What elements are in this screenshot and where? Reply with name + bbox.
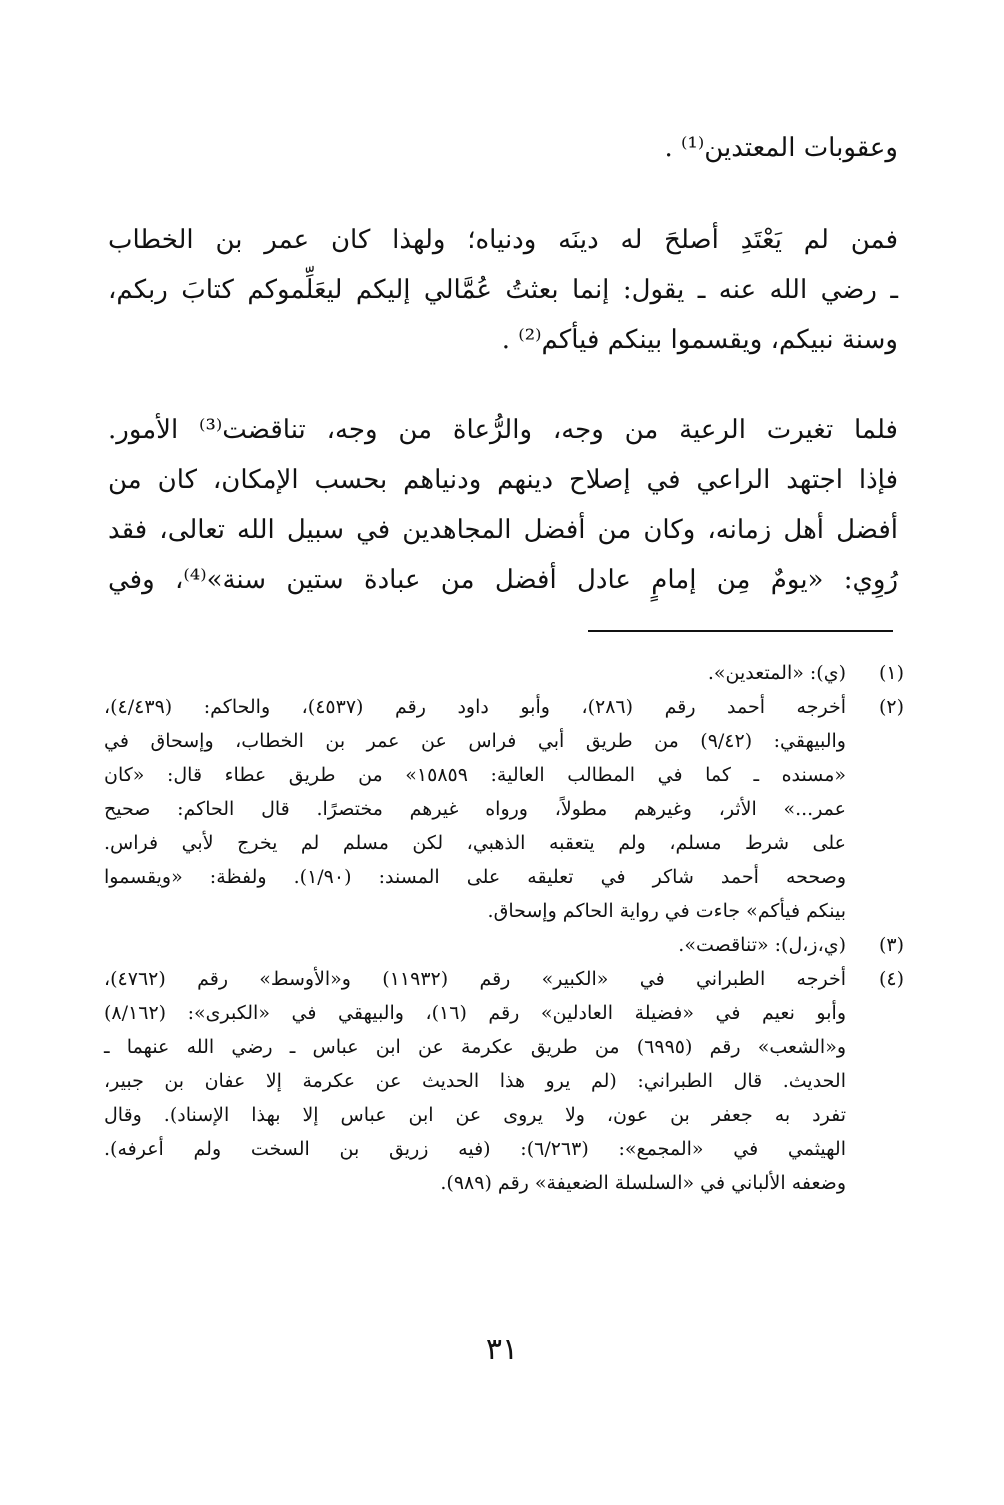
text-line: أفضل أهل زمانه، وكان من أفضل المجاهدين في سبيل الله تعالى، فقد (108, 515, 898, 545)
paragraph-2 (108, 215, 898, 365)
footnote-number: (٣) (878, 934, 904, 956)
footnote-1 (104, 656, 904, 690)
paragraph-3 (108, 405, 898, 605)
footnote-separator (588, 630, 893, 632)
footnote-line: وضعفه الألباني في «السلسلة الضعيفة» رقم (٩٨٩). (440, 1172, 846, 1194)
footnote-2 (104, 690, 904, 928)
footnote-line: (ي): «المتعدين». (707, 662, 846, 684)
footnote-line: وصححه أحمد شاكر في تعليقه على المسند: (١/٩٠). ولفظة: «ويقسموا (104, 866, 847, 888)
page-number: ٣١ (485, 1332, 519, 1367)
footnote-line: الهيثمي في «المجمع»: (٦/٢٦٣): (فيه زريق بن السخت ولم أعرفه). (104, 1138, 846, 1160)
text-line: وسنة نبيكم، ويقسموا بينكم فيأكم⁽²⁾ . (501, 325, 898, 355)
text-line: رُوِي: «يومٌ مِن إمامٍ عادل أفضل من عبادة ستين سنة»⁽⁴⁾، وفي (108, 565, 899, 595)
footnote-line: «مسنده ـ كما في المطالب العالية: ١٥٨٥٩» من طريق عطاء قال: «كان (104, 764, 846, 786)
footnote-line: وأبو نعيم في «فضيلة العادلين» رقم (١٦)، والبيهقي في «الكبرى»: (٨/١٦٢) (104, 1002, 846, 1024)
text-line: فإذا اجتهد الراعي في إصلاح دينهم ودنياهم بحسب الإمكان، كان من (108, 465, 898, 495)
footnote-line: الحديث. قال الطبراني: (لم يرو هذا الحديث عن عكرمة إلا عفان بن جبير، (104, 1070, 846, 1092)
text-line: فلما تغيرت الرعية من وجه، والرُّعاة من وجه، تناقضت⁽³⁾ الأمور. (108, 415, 898, 445)
footnote-line: تفرد به جعفر بن عون، ولا يروى عن ابن عباس إلا بهذا الإسناد). وقال (104, 1104, 846, 1126)
footnote-number: (٢) (878, 696, 904, 718)
footnote-number: (٤) (878, 968, 904, 990)
footnote-line: أخرجه الطبراني في «الكبير» رقم (١١٩٣٢) و«الأوسط» رقم (٤٧٦٢)، (104, 968, 846, 990)
footnote-line: (ي،ز،ل): «تناقصت». (678, 934, 846, 956)
footnotes (104, 656, 904, 1200)
footnote-3 (104, 928, 904, 962)
footnote-number: (١) (878, 662, 904, 684)
footnote-4 (104, 962, 904, 1200)
text-line: وعقوبات المعتدين⁽¹⁾ . (664, 133, 898, 163)
footnote-line: على شرط مسلم، ولم يتعقبه الذهبي، لكن مسلم لم يخرج لأبي فراس. (104, 832, 846, 854)
footnote-line: والبيهقي: (٩/٤٢) من طريق أبي فراس عن عمر بن الخطاب، وإسحاق في (104, 730, 846, 752)
paragraph-1 (108, 123, 898, 173)
footnote-line: أخرجه أحمد رقم (٢٨٦)، وأبو داود رقم (٤٥٣٧)، والحاكم: (٤/٤٣٩)، (104, 696, 847, 718)
footnote-line: و«الشعب» رقم (٦٩٩٥) من طريق عكرمة عن ابن عباس ـ رضي الله عنهما ـ (104, 1036, 846, 1058)
footnote-line: عمر...» الأثر، وغيرهم مطولاً، ورواه غيرهم مختصرًا. قال الحاكم: صحيح (104, 798, 846, 820)
text-line: ـ رضي الله عنه ـ يقول: إنما بعثتُ عُمَّالي إليكم ليعَلِّموكم كتابَ ربكم، (108, 275, 898, 305)
text-line: فمن لم يَعْتَدِ أصلحَ له دينَه ودنياه؛ ولهذا كان عمر بن الخطاب (108, 225, 898, 255)
footnote-line: بينكم فيأكم» جاءت في رواية الحاكم وإسحاق. (487, 900, 846, 922)
